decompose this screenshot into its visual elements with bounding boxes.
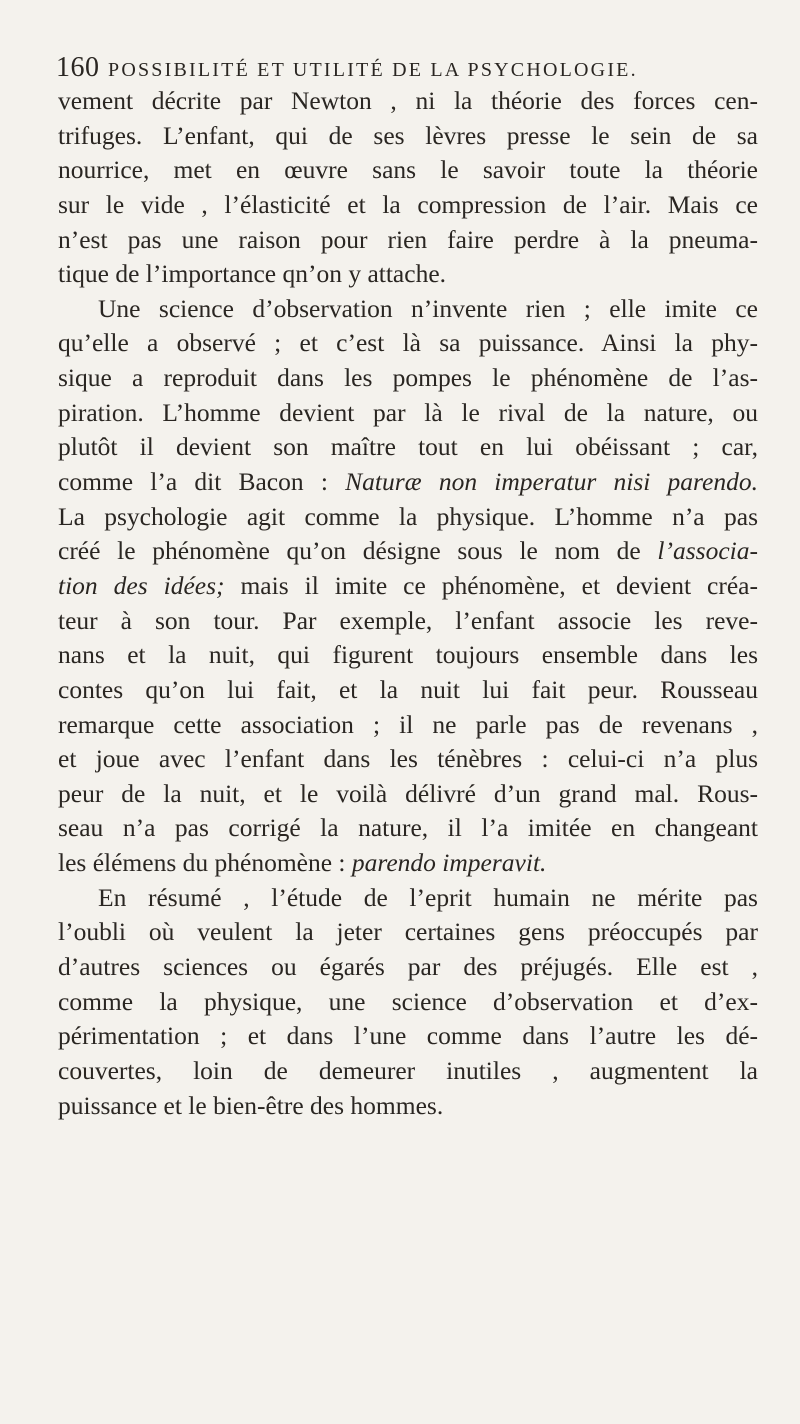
text-line: n’est pas une raison pour rien faire perdre à la pneuma- xyxy=(58,224,758,254)
text-line: peur de la nuit, et le voilà délivré d’un grand mal. Rous- xyxy=(58,778,758,808)
text-line: périmentation ; et dans l’une comme dans l’autre les dé- xyxy=(58,1021,758,1051)
italic-quote: parendo imperavit. xyxy=(351,848,547,878)
page-number: 160 xyxy=(56,52,100,83)
text-segment: les élémens du phénomène : xyxy=(58,848,352,878)
italic-quote: Naturæ non imperatur nisi parendo. xyxy=(345,467,758,497)
text-line: contes qu’on lui fait, et la nuit lui fait peur. Rousseau xyxy=(58,674,758,704)
text-line: couvertes, loin de demeurer inutiles , augmentent la xyxy=(58,1055,758,1085)
text-line: Une science d’observation n’invente rien ; elle imite ce xyxy=(98,293,758,323)
text-line: vement décrite par Newton , ni la théorie des forces cen- xyxy=(58,86,758,115)
text-line xyxy=(58,465,758,500)
text-line: sur le vide , l’élasticité et la compression de l’air. Mais ce xyxy=(58,189,758,219)
text-line: nans et la nuit, qui figurent toujours ensemble dans les xyxy=(58,640,758,670)
text-line xyxy=(58,534,758,569)
body-text xyxy=(58,84,758,1123)
text-line: l’oubli où veulent la jeter certaines gens préoccupés par xyxy=(58,917,758,947)
text-line: piration. L’homme devient par là le rival de la nature, ou xyxy=(58,397,758,427)
text-line: puissance et le bien-être des hommes. xyxy=(58,1090,444,1120)
text-line: seau n’a pas corrigé la nature, il l’a imitée en changeant xyxy=(58,813,758,843)
running-title: POSSIBILITÉ ET UTILITÉ DE LA PSYCHOLOGIE. xyxy=(108,59,638,81)
text-line xyxy=(58,569,758,604)
text-segment: mais il imite ce phénomène, et devient créa- xyxy=(224,570,758,600)
text-line: sique a reproduit dans les pompes le phénomène de l’as- xyxy=(58,363,758,393)
text-line: En résumé , l’étude de l’eprit humain ne mérite pas xyxy=(98,882,758,912)
text-line: La psychologie agit comme la physique. L’homme n’a pas xyxy=(58,501,758,531)
text-line: trifuges. L’enfant, qui de ses lèvres presse le sein de sa xyxy=(58,120,758,150)
text-line: d’autres sciences ou égarés par des préjugés. Elle est , xyxy=(58,952,758,982)
text-line: teur à son tour. Par exemple, l’enfant associe les reve- xyxy=(58,605,758,635)
italic-term: tion des idées; xyxy=(58,570,225,600)
text-line: et joue avec l’enfant dans les ténèbres : celui-ci n’a plus xyxy=(58,744,758,774)
text-segment: créé le phénomène qu’on désigne sous le nom de xyxy=(58,536,658,566)
page-header xyxy=(56,48,756,88)
text-line: nourrice, met en œuvre sans le savoir toute la théorie xyxy=(58,155,758,185)
text-line: plutôt il devient son maître tout en lui obéissant ; car, xyxy=(58,432,758,462)
italic-term: l’associa- xyxy=(657,536,758,566)
text-line: tique de l’importance qn’on y attache. xyxy=(58,259,447,289)
text-line: qu’elle a observé ; et c’est là sa puissance. Ainsi la phy- xyxy=(58,328,758,358)
text-line xyxy=(58,846,758,881)
text-line: comme la physique, une science d’observation et d’ex- xyxy=(58,986,758,1016)
text-line: remarque cette association ; il ne parle pas de revenans , xyxy=(58,709,758,739)
text-segment: comme l’a dit Bacon : xyxy=(58,467,346,497)
